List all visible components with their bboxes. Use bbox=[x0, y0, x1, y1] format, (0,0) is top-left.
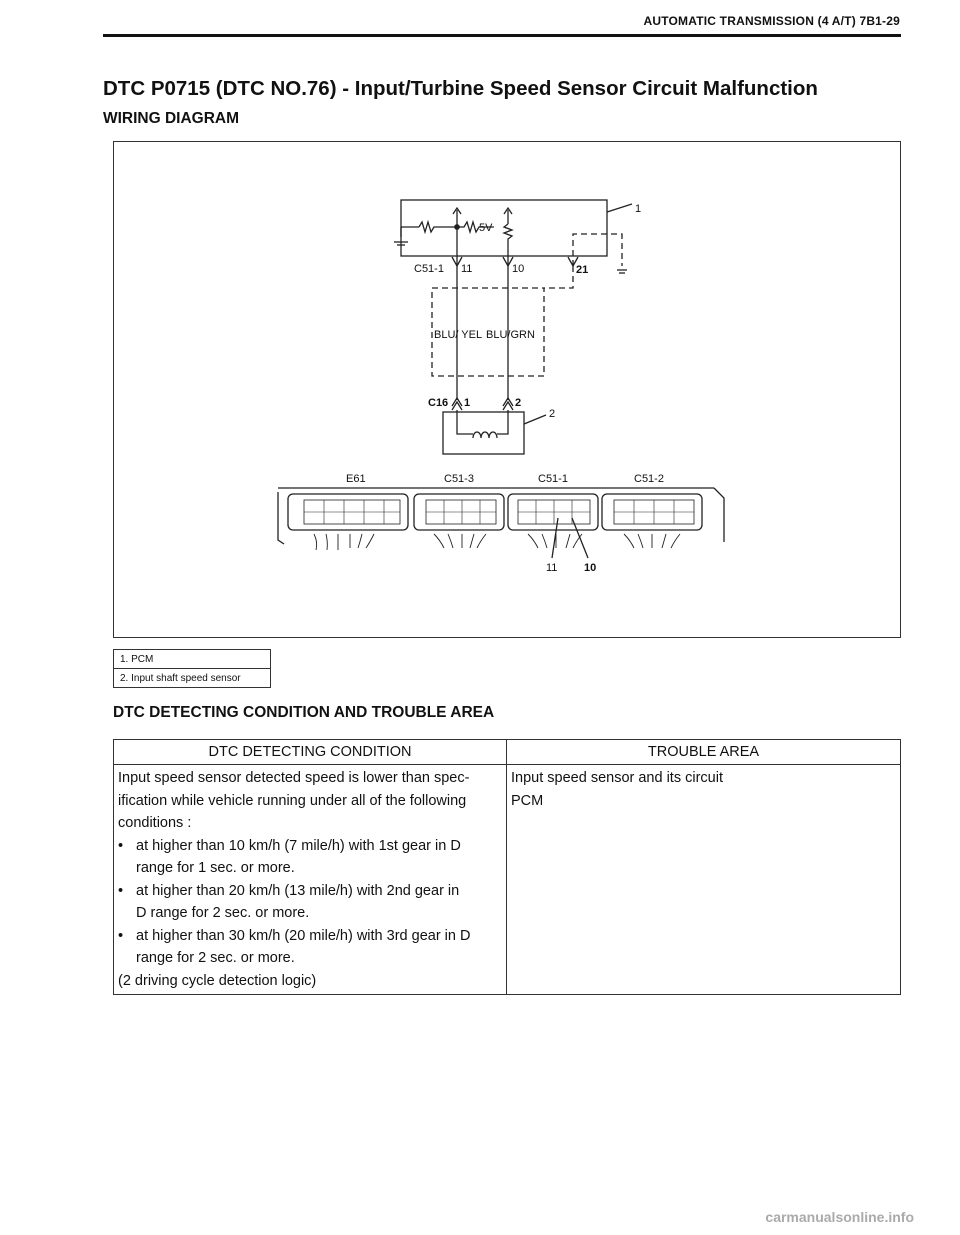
wiring-diagram-svg bbox=[114, 142, 900, 637]
connector-c51-3 bbox=[414, 494, 504, 530]
bullet-text: at higher than 20 km/h (13 mile/h) with 2nd gear in bbox=[136, 882, 460, 899]
connector-e61 bbox=[288, 494, 408, 530]
bullet-text: range for 1 sec. or more. bbox=[136, 860, 295, 876]
wiring-heading: WIRING DIAGRAM bbox=[103, 110, 240, 127]
cond-outro: (2 driving cycle detection logic) bbox=[118, 972, 317, 989]
legend-row bbox=[114, 650, 271, 669]
c16-pin2: 2 bbox=[515, 397, 522, 409]
cond-intro-line: Input speed sensor detected speed is lower than spec- bbox=[118, 770, 470, 786]
running-head: AUTOMATIC TRANSMISSION (4 A/T) 7B1-29 bbox=[643, 14, 900, 28]
bullet-text: range for 2 sec. or more. bbox=[136, 950, 295, 966]
connector-c51-1 bbox=[508, 494, 598, 530]
shield-ground-line bbox=[573, 234, 622, 266]
condition-bullet: • at higher than 30 km/h (20 mile/h) with 3rd gear in D range for 2 sec. or more. bbox=[118, 925, 502, 970]
pin-21-label: 21 bbox=[576, 264, 589, 276]
bottom-pin-10: 10 bbox=[584, 562, 597, 574]
wire-label-2: BLU/GRN bbox=[486, 329, 535, 341]
condition-cell bbox=[114, 765, 507, 995]
legend-row bbox=[114, 669, 271, 688]
conn-c51-2-label: C51-2 bbox=[634, 473, 664, 485]
pcm-box bbox=[401, 200, 607, 256]
area-cell bbox=[507, 765, 901, 995]
resistor-right bbox=[504, 224, 512, 256]
conn-c51-3-label: C51-3 bbox=[444, 473, 474, 485]
voltage-label: 5V bbox=[479, 222, 493, 234]
diagram-legend bbox=[113, 649, 271, 688]
conn-e61-label: E61 bbox=[346, 473, 366, 485]
legend-item-pcm: 1. PCM bbox=[114, 650, 271, 669]
bottom-pin-11: 11 bbox=[546, 562, 558, 574]
wiring-diagram bbox=[113, 141, 901, 638]
connector-c51-2 bbox=[602, 494, 702, 530]
cond-intro-line: ification while vehicle running under all of the following bbox=[118, 792, 467, 809]
col-header-area: TROUBLE AREA bbox=[507, 740, 901, 765]
area-item: Input speed sensor and its circuit bbox=[511, 770, 723, 786]
conn-c51-1-label: C51-1 bbox=[538, 473, 568, 485]
header-rule bbox=[103, 34, 901, 37]
bullet-text: at higher than 10 km/h (7 mile/h) with 1st gear in D bbox=[136, 837, 461, 854]
sensor-coil bbox=[473, 432, 497, 438]
resistor-left bbox=[419, 222, 454, 232]
bullet-text: at higher than 30 km/h (20 mile/h) with 3rd gear in D bbox=[136, 927, 471, 944]
area-item: PCM bbox=[511, 792, 544, 809]
wire-label-1: BLU/ YEL bbox=[434, 329, 483, 341]
table-row bbox=[114, 765, 901, 995]
col-header-condition: DTC DETECTING CONDITION bbox=[114, 740, 507, 765]
sensor-callout-line bbox=[524, 415, 546, 424]
bullet-text: D range for 2 sec. or more. bbox=[136, 905, 310, 921]
condition-bullet: • at higher than 10 km/h (7 mile/h) with 1st gear in D range for 1 sec. or more. bbox=[118, 835, 502, 880]
watermark: carmanualsonline.info bbox=[765, 1209, 914, 1225]
c16-label: C16 bbox=[428, 397, 449, 409]
pin-11-label: 11 bbox=[461, 263, 473, 275]
c16-pin1: 1 bbox=[464, 397, 471, 409]
c51-1-label: C51-1 bbox=[414, 263, 444, 275]
cond-intro-line: conditions : bbox=[118, 815, 192, 831]
sensor-callout: 2 bbox=[549, 408, 556, 420]
pin-10-label: 10 bbox=[512, 263, 525, 275]
trouble-heading: DTC DETECTING CONDITION AND TROUBLE AREA bbox=[113, 704, 495, 721]
pcm-callout-line bbox=[607, 204, 632, 212]
legend-item-sensor: 2. Input shaft speed sensor bbox=[114, 669, 271, 688]
trouble-table bbox=[113, 739, 901, 995]
pcm-callout: 1 bbox=[635, 203, 642, 215]
condition-bullet: • at higher than 20 km/h (13 mile/h) with 2nd gear in D range for 2 sec. or more. bbox=[118, 880, 502, 925]
table-header-row bbox=[114, 740, 901, 765]
page-title: DTC P0715 (DTC NO.76) - Input/Turbine Speed Sensor Circuit Malfunction bbox=[103, 77, 818, 100]
